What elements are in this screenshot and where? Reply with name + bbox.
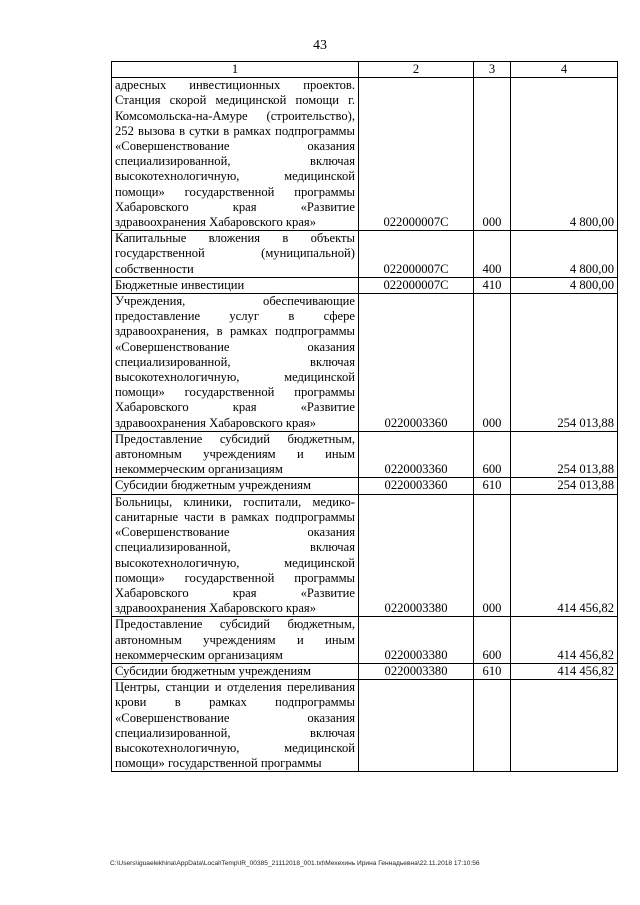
row-type: 000	[474, 78, 511, 231]
row-type: 610	[474, 663, 511, 679]
table-row	[112, 494, 618, 617]
row-amount: 414 456,82	[511, 663, 618, 679]
table-row	[112, 78, 618, 231]
row-code: 0220003360	[359, 431, 474, 478]
row-type: 000	[474, 294, 511, 432]
page-number: 43	[313, 38, 327, 53]
row-amount	[511, 680, 618, 772]
table-row	[112, 478, 618, 494]
row-name: Бюджетные инвестиции	[112, 277, 359, 293]
row-name: Предоставление субсидий бюджетным, автономным учреждениям и иным некоммерческим организациям	[112, 431, 359, 478]
table-header-row	[112, 62, 618, 78]
row-amount: 254 013,88	[511, 431, 618, 478]
column-header: 1	[112, 62, 359, 78]
column-header: 4	[511, 62, 618, 78]
column-header: 3	[474, 62, 511, 78]
row-code: 0220003380	[359, 663, 474, 679]
row-name: адресных инвестиционных проектов. Станция скорой медицинской помощи г. Комсомольска-на-Амуре (строительство), 252 вызова в сутки в рамках подпрограммы «Совершенствование оказания специализированной, включая высокотехнологичную, медицинской помощи» государственной программы Хабаровского края «Развитие здравоохранения Хабаровского края»	[112, 78, 359, 231]
row-type	[474, 680, 511, 772]
row-type: 600	[474, 617, 511, 664]
row-type: 000	[474, 494, 511, 617]
row-amount: 414 456,82	[511, 494, 618, 617]
row-amount: 254 013,88	[511, 294, 618, 432]
row-name: Предоставление субсидий бюджетным, автономным учреждениям и иным некоммерческим организациям	[112, 617, 359, 664]
row-code: 0220003380	[359, 617, 474, 664]
table-row	[112, 617, 618, 664]
row-code: 022000007C	[359, 277, 474, 293]
row-code: 0220003360	[359, 478, 474, 494]
row-amount: 4 800,00	[511, 231, 618, 278]
table-row	[112, 277, 618, 293]
row-name: Центры, станции и отделения переливания крови в рамках подпрограммы «Совершенствование оказания специализированной, включая высокотехнологичную, медицинской помощи» государственной программы	[112, 680, 359, 772]
row-amount: 414 456,82	[511, 617, 618, 664]
row-type: 410	[474, 277, 511, 293]
row-name: Субсидии бюджетным учреждениям	[112, 663, 359, 679]
row-name: Капитальные вложения в объекты государственной (муниципальной) собственности	[112, 231, 359, 278]
row-code: 022000007C	[359, 231, 474, 278]
row-type: 400	[474, 231, 511, 278]
row-code: 0220003380	[359, 494, 474, 617]
row-code: 022000007C	[359, 78, 474, 231]
row-amount: 4 800,00	[511, 277, 618, 293]
table-row	[112, 294, 618, 432]
table-row	[112, 431, 618, 478]
file-path-footer: C:\Users\iguaelekhina\AppData\Local\Temp\IR_00385_21112018_001.txt\Мехехинь Ирина Геннадьевна\22.11.2018 17:10:56	[110, 860, 480, 867]
table-row	[112, 680, 618, 772]
row-amount: 254 013,88	[511, 478, 618, 494]
row-name: Субсидии бюджетным учреждениям	[112, 478, 359, 494]
row-code: 0220003360	[359, 294, 474, 432]
row-amount: 4 800,00	[511, 78, 618, 231]
row-type: 610	[474, 478, 511, 494]
table-row	[112, 231, 618, 278]
row-name: Учреждения, обеспечивающие предоставление услуг в сфере здравоохранения, в рамках подпрограммы «Совершенствование оказания специализированной, включая высокотехнологичную, медицинской помощи» государственной программы Хабаровского края «Развитие здравоохранения Хабаровского края»	[112, 294, 359, 432]
row-type: 600	[474, 431, 511, 478]
table-row	[112, 663, 618, 679]
column-header: 2	[359, 62, 474, 78]
row-code	[359, 680, 474, 772]
row-name: Больницы, клиники, госпитали, медико-санитарные части в рамках подпрограммы «Совершенствование оказания специализированной, включая высокотехнологичную, медицинской помощи» государственной программы Хабаровского края «Развитие здравоохранения Хабаровского края»	[112, 494, 359, 617]
budget-table	[111, 61, 618, 772]
